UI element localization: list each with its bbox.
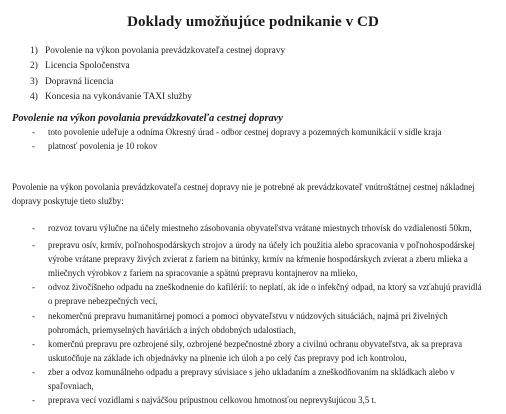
exemption-paragraph: Povolenie na výkon povolania prevádzkovateľa cestnej dopravy nie je potrebné ak prevádzkovateľ vnútroštátnej cestnej nákladnej dopravy poskytuje tieto služby: bbox=[12, 182, 475, 207]
document-types-list bbox=[30, 44, 285, 106]
permit-facts-list bbox=[32, 125, 482, 153]
list-item-text: preprava vecí vozidlami s najväčšou prípustnou celkovou hmotnosťou neprevyšujúcou 3,5 t. bbox=[48, 395, 377, 406]
document-title: Doklady umožňujúce podnikanie v CD bbox=[127, 14, 379, 30]
list-item-text: Dopravná licencia bbox=[45, 76, 114, 87]
list-item-text: Povolenie na výkon povolania prevádzkovateľa cestnej dopravy bbox=[45, 46, 286, 56]
list-item bbox=[30, 59, 285, 74]
list-item-text: toto povolenie udeľuje a odníma Okresný úrad - odbor cestnej dopravy a pozemných komunikácií v sídle kraja bbox=[48, 127, 442, 137]
list-item bbox=[32, 139, 482, 153]
list-item bbox=[30, 90, 285, 105]
bullet-dash: - bbox=[32, 127, 35, 137]
list-item-text: Koncesia na vykonávanie TAXI služby bbox=[45, 92, 192, 103]
list-item bbox=[32, 337, 482, 365]
bullet-dash: - bbox=[32, 338, 35, 349]
bullet-dash: - bbox=[32, 310, 35, 321]
bullet-dash: - bbox=[32, 395, 35, 406]
bullet-dash: - bbox=[32, 366, 35, 377]
list-item-number: 1) bbox=[30, 46, 38, 56]
list-item-text: nekomerčnú prepravu humanitárnej pomoci a pomoci obyvateľstvu v núdzových situáciách, najmä pri živelných pohromách, priemyselných haváriách a iných obdobných udalostiach, bbox=[48, 310, 448, 335]
list-item bbox=[32, 393, 482, 407]
bullet-dash: - bbox=[32, 240, 35, 251]
list-item-text: odvoz živočíšneho odpadu na zneškodnenie do kafilérií: to neplatí, ak ide o infekčný odpad, na ktorý sa vzťahujú pravidlá o preprave nebezpečných vecí, bbox=[48, 282, 482, 307]
list-item-number: 4) bbox=[30, 92, 38, 103]
exempt-services-list bbox=[32, 221, 482, 407]
list-item bbox=[32, 125, 482, 139]
list-item-text: Licencia Spoločenstva bbox=[45, 61, 130, 72]
list-item bbox=[30, 44, 285, 59]
section-heading: Povolenie na výkon povolania prevádzkovateľa cestnej dopravy bbox=[12, 113, 283, 124]
list-item-text: platnosť povolenia je 10 rokov bbox=[48, 141, 158, 152]
list-item-text: rozvoz tovaru výlučne na účely miestneho zásobovania obyvateľstva vrátane miestnych trhovísk do vzdialenosti 50km, bbox=[48, 223, 472, 233]
list-item-number: 3) bbox=[30, 76, 38, 87]
list-item bbox=[32, 238, 482, 280]
bullet-dash: - bbox=[32, 141, 35, 152]
list-item-text: zber a odvoz komunálneho odpadu a prepravy súvisiace s jeho ukladaním a zneškodňovaním na skládkach alebo v spaľovniach, bbox=[48, 366, 455, 392]
list-item-text: komerčnú prepravu pre ozbrojené sily, ozbrojené bezpečnostné zbory a civilnú ochranu obyvateľstva, ak sa preprava uskutočňuje na základe ich objednávky na plnenie ich úloh a po celý čas prepravy pod ich kontrolou, bbox=[48, 338, 463, 363]
list-item bbox=[32, 365, 482, 393]
list-item bbox=[32, 280, 482, 308]
bullet-dash: - bbox=[32, 282, 35, 293]
list-item bbox=[32, 309, 482, 337]
list-item bbox=[30, 75, 285, 90]
bullet-dash: - bbox=[32, 223, 35, 233]
list-item-text: prepravu osív, krmív, poľnohospodárskych strojov a úrody na účely ich použitia alebo spracovania v poľnohospodárskej výrobe vrátane prepravy živých zvierat z fariem na bitúnky, krmív na kŕmenie hospodárskych zvierat a zberu mlieka a mliečnych výrobkov z fariem na spracovanie a spätnú prepravu kontajnerov na mlieko, bbox=[48, 240, 476, 279]
list-item-number: 2) bbox=[30, 61, 38, 72]
list-item bbox=[32, 221, 482, 235]
